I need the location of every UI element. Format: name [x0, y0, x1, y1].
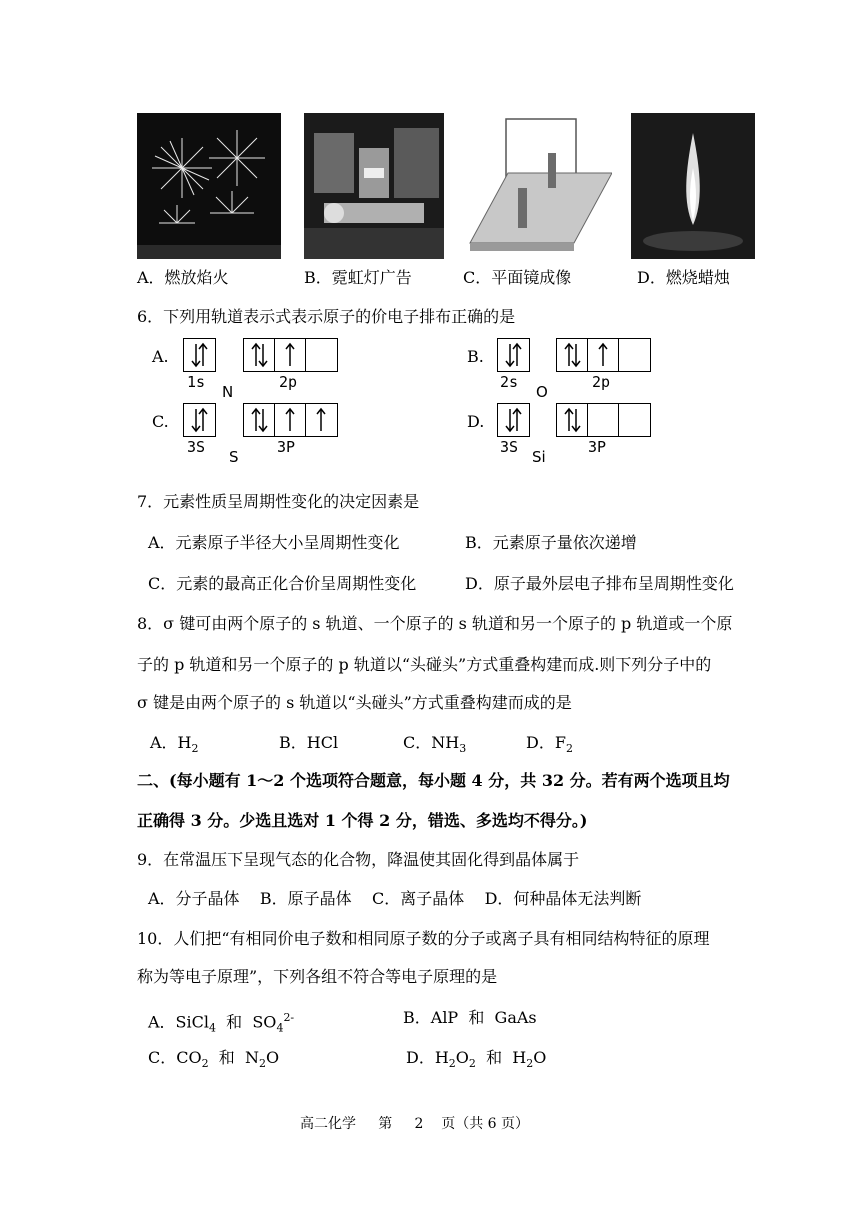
- q9-options: A．分子晶体 B．原子晶体 C．离子晶体 D．何种晶体无法判断: [148, 889, 642, 908]
- q7-option-a: A．元素原子半径大小呈周期性变化: [148, 533, 400, 552]
- q10-option-a: A．SiCl$_4$ 和 $SO_4^{2-}$: [148, 1011, 295, 1035]
- q6-c-label-2: 3P: [277, 438, 296, 456]
- q6-b-label-2: 2p: [592, 373, 611, 391]
- orbital-cell-paired: [498, 404, 529, 436]
- question-10-line-1: 10．人们把“有相同价电子数和相同原子数的分子或离子具有相同结构特征的原理: [137, 929, 710, 948]
- orbital-cell-paired: [184, 404, 215, 436]
- q6-a-label-2: 2p: [279, 373, 298, 391]
- q7-option-c: C．元素的最高正化合价呈周期性变化: [148, 574, 417, 593]
- q6-option-b-letter: B.: [467, 347, 484, 366]
- q6-a-element: N: [222, 383, 234, 401]
- q8-option-d: D．$F_2$: [526, 733, 573, 756]
- q6-d-label-1: 3S: [500, 438, 519, 456]
- q6-d-p-box: [556, 403, 651, 437]
- question-8-line-3: σ 键是由两个原子的 s 轨道以“头碰头”方式重叠构建而成的是: [137, 693, 572, 712]
- question-6-stem: 6．下列用轨道表示式表示原子的价电子排布正确的是: [137, 307, 516, 326]
- q7-option-b: B．元素原子量依次递增: [465, 533, 637, 552]
- q6-c-element: S: [229, 448, 239, 466]
- orbital-cell-empty: [619, 404, 650, 436]
- orbital-cell-up: [275, 339, 306, 371]
- orbital-cell-empty: [588, 404, 619, 436]
- image-caption-c: C．平面镜成像: [463, 268, 572, 287]
- section-2-header-line-1: 二、(每小题有 1～2 个选项符合题意，每小题 4 分，共 32 分。若有两个选项且均: [137, 771, 730, 790]
- page-footer: 高二化学 第 2 页（共 6 页）: [300, 1116, 530, 1132]
- q8-option-b: B．HCl: [279, 733, 339, 752]
- q6-option-c-letter: C.: [152, 412, 169, 431]
- q7-option-d: D．原子最外层电子排布呈周期性变化: [465, 574, 734, 593]
- q6-a-s-box: [183, 338, 216, 372]
- question-8-line-1: 8．σ 键可由两个原子的 s 轨道、一个原子的 s 轨道和另一个原子的 p 轨道或一个原: [137, 614, 733, 633]
- plane-mirror-image: [468, 113, 612, 259]
- question-9-stem: 9．在常温压下呈现气态的化合物，降温使其固化得到晶体属于: [137, 850, 580, 869]
- q6-c-s-box: [183, 403, 216, 437]
- q6-c-label-1: 3S: [187, 438, 206, 456]
- orbital-cell-paired: [184, 339, 215, 371]
- q10-option-c: C．$CO_2$ 和 $N_2O$: [148, 1048, 280, 1071]
- orbital-cell-paired: [557, 339, 588, 371]
- q6-a-p-box: [243, 338, 338, 372]
- q6-b-label-1: 2s: [500, 373, 519, 391]
- candle-image: [631, 113, 755, 259]
- q10-option-d: D．$H_2O_2$ 和 $H_2O$: [406, 1048, 547, 1071]
- q8-option-c: C．$NH_3$: [403, 733, 467, 756]
- image-caption-b: B．霓虹灯广告: [304, 268, 412, 287]
- q8-option-a: A．$H_2$: [150, 733, 199, 756]
- fireworks-image: [137, 113, 281, 259]
- q6-d-s-box: [497, 403, 530, 437]
- orbital-cell-up: [275, 404, 306, 436]
- q6-b-element: O: [536, 383, 548, 401]
- q10-option-b: B．AlP 和 GaAs: [403, 1008, 537, 1027]
- image-caption-d: D．燃烧蜡烛: [637, 268, 730, 287]
- q6-a-label-1: 1s: [187, 373, 206, 391]
- orbital-cell-paired: [498, 339, 529, 371]
- image-caption-a: A．燃放焰火: [137, 268, 229, 287]
- q6-b-s-box: [497, 338, 530, 372]
- orbital-cell-paired: [244, 404, 275, 436]
- section-2-header-line-2: 正确得 3 分。少选且选对 1 个得 2 分，错选、多选均不得分。): [137, 811, 588, 830]
- orbital-cell-empty: [619, 339, 650, 371]
- q6-b-p-box: [556, 338, 651, 372]
- question-8-line-2: 子的 p 轨道和另一个原子的 p 轨道以“头碰头”方式重叠构建而成.则下列分子中的: [137, 655, 712, 674]
- q6-d-label-2: 3P: [588, 438, 607, 456]
- orbital-cell-paired: [557, 404, 588, 436]
- q6-d-element: Si: [532, 448, 546, 466]
- q6-c-p-box: [243, 403, 338, 437]
- orbital-cell-empty: [306, 339, 337, 371]
- orbital-cell-up: [588, 339, 619, 371]
- q6-option-a-letter: A.: [152, 347, 169, 366]
- q6-option-d-letter: D.: [467, 412, 485, 431]
- orbital-cell-up: [306, 404, 337, 436]
- question-7-stem: 7．元素性质呈周期性变化的决定因素是: [137, 492, 420, 511]
- question-10-line-2: 称为等电子原理”，下列各组不符合等电子原理的是: [137, 967, 498, 986]
- neon-sign-image: [304, 113, 444, 259]
- orbital-cell-paired: [244, 339, 275, 371]
